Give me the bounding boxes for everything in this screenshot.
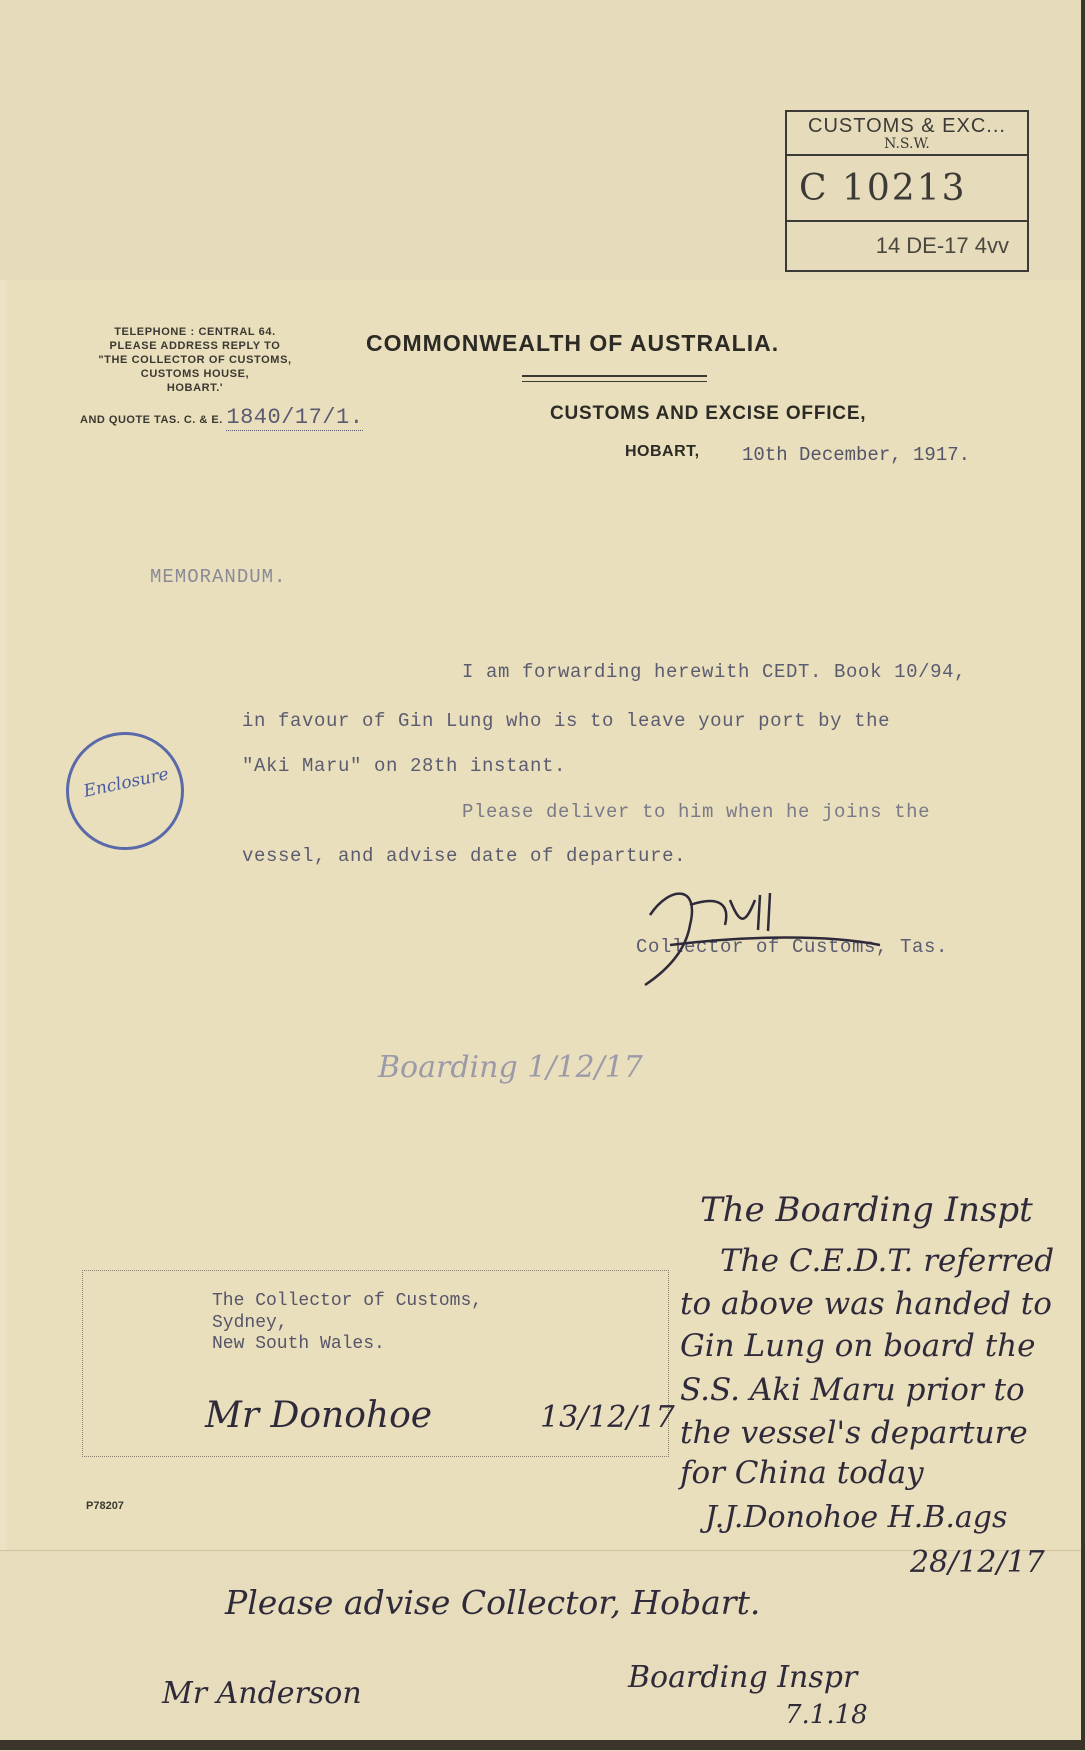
scan-edge-right [1081,0,1085,1750]
body-line-1: I am forwarding herewith CEDT. Book 10/94, [462,661,967,683]
office-place: HOBART, [625,443,700,460]
address-line-3: New South Wales. [212,1334,385,1354]
signoff-title: Collector of Customs, Tas. [636,936,949,958]
bottom-sheet [0,1550,1085,1751]
body-line-5: vessel, and advise date of departure. [242,845,687,867]
donohoe-date: 13/12/17 [540,1400,675,1435]
address-line-2: Sydney, [212,1313,288,1333]
note-date: 28/12/17 [910,1545,1045,1580]
address-line-1: The Collector of Customs, [212,1291,483,1311]
bottom-signature: Boarding Inspr [628,1660,858,1695]
note-line-6: the vessel's departure [680,1415,1028,1451]
reply-line-3: CUSTOMS HOUSE, [140,368,250,380]
note-signature: J.J.Donohoe H.B.ags [705,1500,1008,1535]
stamp-line1: CUSTOMS & EXC... [808,115,1006,137]
enclosure-text: Enclosure [81,764,171,802]
memo-heading: MEMORANDUM. [150,566,287,588]
telephone-line: TELEPHONE : CENTRAL 64. [114,326,276,338]
note-line-1: The Boarding Inspt [700,1190,1033,1230]
reply-line-4: HOBART.' [166,382,224,394]
reply-line-2: "THE COLLECTOR OF CUSTOMS, [98,354,292,366]
quote-label: AND QUOTE TAS. C. & E. [80,414,223,426]
bottom-addressee: Mr Anderson [162,1676,362,1711]
note-line-7: for China today [680,1455,924,1491]
office-name: CUSTOMS AND EXCISE OFFICE, [550,403,867,424]
stamp-header [787,112,1027,156]
stamp-line2: N.S.W. [884,136,930,152]
title-rule-thin [522,381,707,382]
letterhead-title: COMMONWEALTH OF AUSTRALIA. [366,330,780,356]
title-rule [522,375,707,377]
note-line-4: Gin Lung on board the [680,1328,1036,1364]
body-line-3: "Aki Maru" on 28th instant. [242,755,567,777]
note-line-5: S.S. Aki Maru prior to [680,1372,1025,1408]
quote-ref-number: 1840/17/1. [226,405,364,430]
stamp-date: 14 DE-17 4vv [875,233,1009,258]
letter-date: 10th December, 1917. [742,444,971,466]
quote-reference [80,405,363,430]
enclosure-stamp [66,732,184,850]
body-line-2: in favour of Gin Lung who is to leave your port by the [242,710,891,732]
form-code: P78207 [86,1500,124,1512]
scan-edge-bottom [0,1740,1085,1750]
body-line-4: Please deliver to him when he joins the [462,801,931,823]
registry-stamp [785,110,1029,272]
stamp-number: C 10213 [787,156,1027,222]
donohoe-note: Mr Donohoe [205,1395,433,1436]
bottom-instruction: Please advise Collector, Hobart. [225,1583,761,1622]
collector-signature [630,865,890,995]
bottom-date: 7.1.18 [785,1700,868,1730]
letterhead-contact [80,325,380,395]
reply-line-1: PLEASE ADDRESS REPLY TO [109,340,281,352]
note-line-3: to above was handed to [680,1286,1052,1322]
boarding-note: Boarding 1/12/17 [378,1050,643,1085]
note-line-2: The C.E.D.T. referred [720,1243,1055,1279]
